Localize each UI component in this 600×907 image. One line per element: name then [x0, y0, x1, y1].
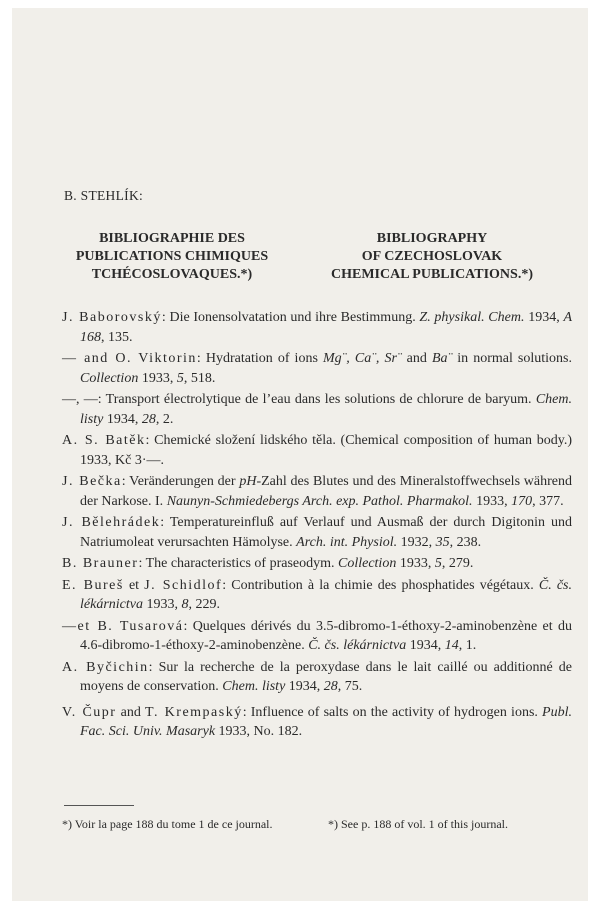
entry-ref: 1934, — [524, 310, 564, 325]
entry-author: A. S. Batěk — [62, 433, 146, 448]
bibliography-list — [62, 308, 572, 744]
heading-english — [307, 230, 557, 284]
entry-text: : Temperatureinfluß auf Verlauf und Ausmaß der durch Digitonin und Natriumoleat verursachten Hämolyse. — [80, 515, 572, 550]
entry-journal: Collection — [80, 370, 139, 386]
entry-author: B. Brauner — [62, 556, 139, 571]
entry-volume: 8 — [181, 597, 189, 612]
entry-ph: pH — [239, 474, 257, 489]
entry-volume: 5 — [434, 556, 442, 571]
bibliography-entry — [62, 617, 572, 656]
bibliography-entry — [62, 431, 572, 470]
entry-author: —, — — [62, 392, 98, 407]
entry-text: : The characteristics of praseodym. — [138, 556, 338, 571]
entry-volume: 14 — [444, 638, 459, 653]
entry-journal: Naunyn-Schmiedebergs Arch. exp. Pathol. Pharmakol. — [166, 493, 473, 509]
entry-text: : Sur la recherche de la peroxydase dans le lait caillé ou additionné de moyens de conservation. — [80, 659, 572, 694]
heading-french-line: TCHÉCOSLOVAQUES.*) — [91, 267, 253, 282]
entry-rest: , 75. — [337, 679, 363, 694]
entry-author: J. Schidlof — [144, 577, 223, 593]
bibliography-entry — [62, 513, 572, 552]
footnote-english: *) See p. 188 of vol. 1 of this journal. — [328, 817, 508, 831]
bibliography-entry — [62, 349, 572, 388]
author-line: B. STEHLÍK: — [64, 188, 144, 203]
entry-ref: 1932, — [397, 534, 436, 550]
entry-author: V. Čupr — [62, 704, 117, 720]
entry-journal: Arch. int. Physiol. — [296, 534, 398, 550]
entry-text: and — [401, 351, 432, 366]
entry-text: -Zahl des Blutes und des Mineralstoffwechsels während der Narkose. I. — [80, 474, 572, 509]
entry-volume: 35 — [435, 534, 450, 550]
entry-rest: , 2. — [155, 411, 174, 427]
bibliography-entry — [62, 472, 572, 511]
entry-author: —et B. Tusarová — [62, 618, 184, 634]
entry-journal: Č. čs. lékárnictva — [308, 638, 407, 653]
entry-ref: 1933, — [396, 556, 435, 571]
bibliography-entry — [62, 554, 572, 574]
entry-ions: Mg¨, Ca¨, Sr¨ — [322, 351, 402, 366]
bibliography-entry — [62, 390, 572, 429]
entry-rest: , 229. — [188, 597, 220, 612]
entry-author: — and O. Viktorin — [62, 351, 197, 366]
entry-journal: Chem. listy — [222, 679, 286, 694]
entry-rest: , 238. — [449, 534, 482, 550]
heading-english-line: CHEMICAL PUBLICATIONS.*) — [331, 267, 533, 282]
entry-ref: 1933, — [142, 597, 182, 612]
entry-author: J. Baborovský — [62, 310, 162, 325]
entry-journal: Publ. Fac. Sci. Univ. Masaryk — [80, 704, 572, 739]
entry-journal: Z. physikal. Chem. — [419, 310, 525, 325]
entry-author: J. Bečka — [62, 474, 122, 489]
entry-ref: 1933, No. 182. — [215, 724, 303, 739]
entry-volume: 5 — [176, 370, 184, 386]
heading-english-line: BIBLIOGRAPHY — [376, 231, 488, 246]
entry-text: : Quelques dérivés du 3.5-dibromo-1-éthoxy-2-aminobenzène et du 4.6-dibromo-1-éthoxy-2-aminobenzène. — [80, 618, 572, 653]
entry-ref: 1934, — [406, 638, 445, 653]
entry-text: : Transport électrolytique de l’eau dans les solutions de chlorure de baryum. — [97, 392, 536, 407]
entry-conjunction: et — [123, 577, 145, 593]
entry-conjunction: and — [116, 704, 145, 720]
entry-ref: 1933, — [472, 493, 512, 509]
entry-rest: , 377. — [532, 493, 564, 509]
entry-volume: 28 — [323, 679, 338, 694]
entry-rest: , 135. — [101, 329, 133, 345]
entry-rest: , 518. — [183, 370, 216, 386]
bibliography-entry — [62, 658, 572, 697]
entry-journal: Chem. listy — [80, 392, 573, 427]
heading-french — [47, 230, 297, 284]
heading-english-line: OF CZECHOSLOVAK — [361, 249, 503, 264]
entry-ref: 1933, — [138, 370, 177, 386]
entry-ref: 1934, — [103, 411, 142, 427]
page — [12, 8, 588, 901]
entry-volume: A 168 — [80, 310, 572, 345]
heading-french-line: PUBLICATIONS CHIMIQUES — [75, 249, 269, 264]
entry-text: in normal solutions. — [452, 351, 572, 366]
entry-text: : Chemické složení lidského těla. (Chemical composition of human body.) 1933, Kč 3·—. — [80, 433, 572, 468]
entry-ref: 1934, — [285, 679, 324, 694]
footnote-rule — [64, 805, 134, 806]
entry-text: : Contribution à la chimie des phosphatides végétaux. — [222, 577, 539, 593]
bibliography-entry — [62, 703, 572, 742]
bibliography-entry — [62, 308, 572, 347]
entry-journal: Collection — [338, 556, 397, 571]
entry-text: : Hydratation of ions — [196, 351, 323, 366]
footnote-french: *) Voir la page 188 du tome 1 de ce journal. — [62, 817, 273, 831]
entry-author: A. Byčichin — [62, 659, 149, 675]
entry-author: J. Bělehrádek — [62, 515, 161, 530]
entry-journal: Č. čs. lékárnictva — [80, 577, 572, 612]
entry-text: : Influence of salts on the activity of hydrogen ions. — [242, 704, 543, 720]
heading-french-line: BIBLIOGRAPHIE DES — [99, 231, 245, 246]
entry-ion: Ba¨ — [431, 351, 453, 366]
entry-volume: 170 — [511, 493, 533, 509]
bibliography-entry — [62, 576, 572, 615]
entry-text: : Die Ionensolvatation und ihre Bestimmung. — [161, 310, 420, 325]
entry-volume: 28 — [141, 411, 156, 427]
entry-rest: , 1. — [458, 638, 477, 653]
entry-author: E. Bureš — [62, 577, 124, 593]
entry-author: T. Krempaský — [145, 704, 243, 720]
entry-rest: , 279. — [441, 556, 474, 571]
entry-text: : Veränderungen der — [121, 474, 240, 489]
